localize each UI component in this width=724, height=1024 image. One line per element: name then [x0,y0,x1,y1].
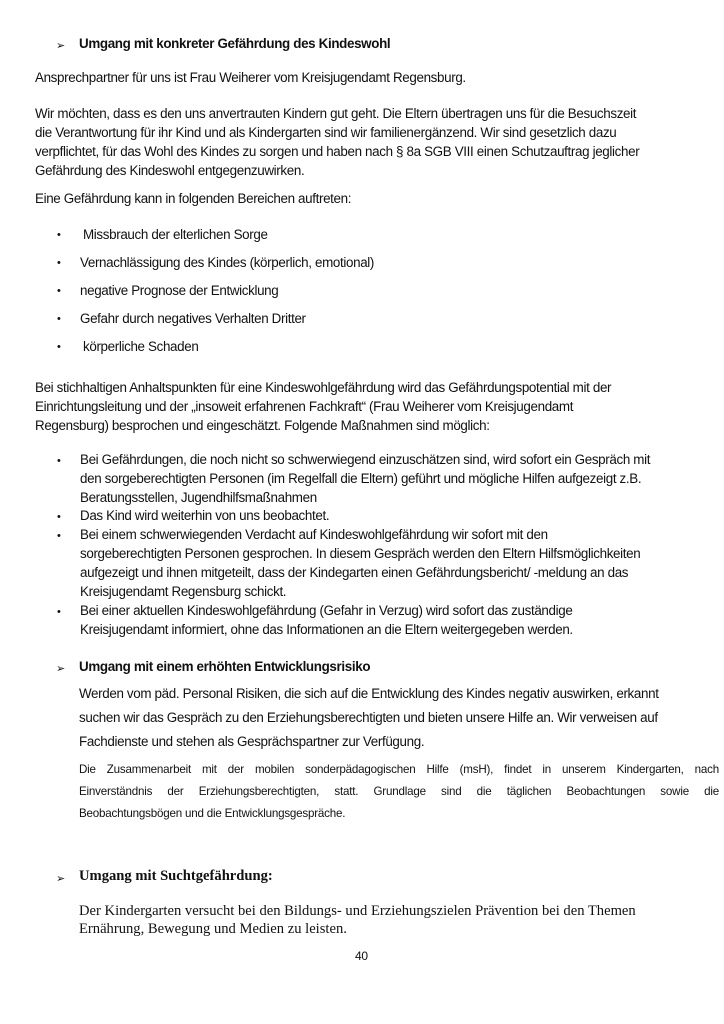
area-item: körperliche Schaden [83,339,199,354]
measure-line: Das Kind wird weiterhin von uns beobachtet. [80,508,330,523]
measure-line: Bei Gefährdungen, die noch nicht so schwerwiegend einzuschätzen sind, wird sofort ein Gespräch mit [80,452,651,467]
intro-line: Wir möchten, dass es den uns anvertrauten Kindern gut geht. Die Eltern übertragen uns für die Besuchszeit [35,106,637,121]
area-item: negative Prognose der Entwicklung [80,283,279,298]
bullet-icon: • [57,285,61,297]
development-paragraph-line: Werden vom päd. Personal Risiken, die sich auf die Entwicklung des Kindes negativ auswirken, erkannt [79,686,659,701]
section-heading-addiction: Umgang mit Suchtgefährdung: [79,868,273,884]
measure-line: Bei einer aktuellen Kindeswohlgefährdung (Gefahr in Verzug) wird sofort das zuständige [80,603,573,618]
contact-line: Ansprechpartner für uns ist Frau Weiherer vom Kreisjugendamt Regensburg. [35,70,466,85]
addiction-paragraph-line: Ernährung, Bewegung und Medien zu leisten. [79,921,347,937]
arrow-bullet-icon: ➢ [56,663,66,675]
measure-line: sorgeberechtigten Personen gesprochen. In diesem Gespräch werden den Eltern Hilfsmöglichkeiten [80,546,641,561]
arrow-bullet-icon: ➢ [56,40,66,52]
bullet-icon: • [57,341,61,353]
msh-paragraph-line: Beobachtungsbögen und die Entwicklungsgespräche. [79,807,346,820]
bullet-icon: • [57,511,61,523]
procedure-line: Regensburg) besprochen und eingeschätzt. Folgende Maßnahmen sind möglich: [35,418,490,433]
intro-line: Gefährdung des Kindeswohl entgegenzuwirken. [35,163,305,178]
measure-line: Beratungsstellen, Jugendhilfsmaßnahmen [80,490,317,505]
areas-intro: Eine Gefährdung kann in folgenden Bereichen auftreten: [35,191,352,206]
area-item: Missbrauch der elterlichen Sorge [83,227,268,242]
area-item: Vernachlässigung des Kindes (körperlich, emotional) [80,255,375,270]
procedure-line: Bei stichhaltigen Anhaltspunkten für eine Kindeswohlgefährdung wird das Gefährdungspotential mit der [35,380,612,395]
intro-line: verpflichtet, für das Wohl des Kindes zu sorgen und haben nach § 8a SGB VIII einen Schutzauftrag jeglicher [35,144,640,159]
page-number: 40 [355,949,368,963]
bullet-icon: • [57,229,61,241]
measure-line: den sorgeberechtigten Personen (im Regelfall die Eltern) geführt und mögliche Hilfen aufgezeigt z.B. [80,471,642,486]
area-item: Gefahr durch negatives Verhalten Dritter [80,311,306,326]
msh-paragraph-line: Die Zusammenarbeit mit der mobilen sonderpädagogischen Hilfe (msH), findet in unserem Kindergarten, nach [79,763,719,776]
measure-line: aufgezeigt und ihnen mitgeteilt, dass der Kindegarten einen Gefährdungsbericht/ -meldung an das [80,565,629,580]
msh-paragraph-line: Einverständnis der Erziehungsberechtigten, statt. Grundlage sind die täglichen Beobachtungen sowie die [79,785,719,798]
bullet-icon: • [57,455,61,467]
measure-line: Bei einem schwerwiegenden Verdacht auf Kindeswohlgefährdung wir sofort mit den [80,527,548,542]
measure-line: Kreisjugendamt Regensburg schickt. [80,584,287,599]
bullet-icon: • [57,257,61,269]
intro-line: die Verantwortung für ihr Kind und als Kindergarten sind wir familienergänzend. Wir sind gesetzlich dazu [35,125,617,140]
development-paragraph-line: Fachdienste und stehen als Gesprächspartner zur Verfügung. [79,734,425,749]
addiction-paragraph-line: Der Kindergarten versucht bei den Bildungs- und Erziehungszielen Prävention bei den Themen [79,903,636,919]
development-paragraph-line: suchen wir das Gespräch zu den Erziehungsberechtigten und bieten unsere Hilfe an. Wir verweisen auf [79,710,658,725]
section-heading-child-welfare: Umgang mit konkreter Gefährdung des Kindeswohl [79,36,391,51]
bullet-icon: • [57,313,61,325]
bullet-icon: • [57,606,61,618]
arrow-bullet-icon: ➢ [56,873,66,885]
measure-line: Kreisjugendamt informiert, ohne das Informationen an die Eltern weitergegeben werden. [80,622,573,637]
procedure-line: Einrichtungsleitung und der „insoweit erfahrenen Fachkraft“ (Frau Weiherer vom Kreisjugendamt [35,399,574,414]
bullet-icon: • [57,530,61,542]
section-heading-development-risk: Umgang mit einem erhöhten Entwicklungsrisiko [79,659,371,674]
